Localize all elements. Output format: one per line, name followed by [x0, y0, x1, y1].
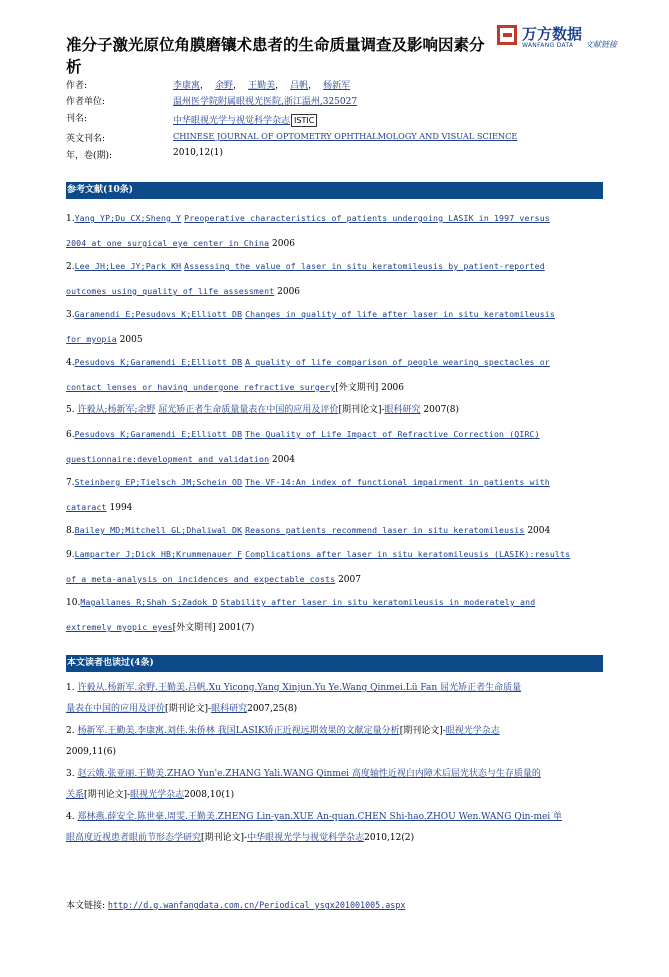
reader-year: 2008,10(1): [184, 790, 235, 800]
reader-item: [66, 807, 601, 849]
reference-item: [66, 206, 596, 256]
wanfang-logo[interactable]: [497, 23, 637, 53]
reference-year: [外文期刊] 2006: [335, 383, 404, 393]
reader-type: [期刊论文]-: [399, 726, 446, 736]
reference-number: 3.: [66, 310, 75, 320]
logo-name: 万方数据: [522, 25, 583, 43]
reference-year: 2006: [269, 239, 295, 249]
author-separator: ，: [308, 81, 318, 91]
reference-item: [66, 254, 596, 304]
reference-title-link[interactable]: Preoperative characteristics of patients undergoing LASIK in 1997 versus: [184, 213, 550, 223]
reference-authors-link[interactable]: Steinberg EP;Tielsch JM;Schein OD: [74, 477, 243, 487]
reference-authors-link[interactable]: Garamendi E;Pesudovs K;Elliott DB: [74, 309, 243, 319]
reader-year: 2010,12(2): [364, 833, 415, 843]
reader-authors-title-link[interactable]: 郑林燕.薛安全.陈世豪.周雯.王勤美.ZHENG Lin-yan.XUE An-quan.CHEN Shi-hao.ZHOU Wen.WANG Qin-mei 单: [77, 812, 563, 822]
affiliation-link[interactable]: 温州医学院附属眼视光医院,浙江温州,325027: [173, 97, 358, 107]
wanfang-logo-icon: [497, 25, 517, 45]
reference-number: 9.: [66, 550, 75, 560]
reference-year: 2007: [335, 575, 361, 585]
author-link[interactable]: 王勤美: [248, 81, 276, 91]
reference-number: 10.: [66, 598, 81, 608]
reader-authors-title-link[interactable]: 赵云娥.张亚丽.王勤美.ZHAO Yun'e.ZHANG Yali.WANG Qinmei 高度轴性近视白内障术后屈光状态与生存质量的: [77, 769, 541, 779]
reference-item: [66, 302, 596, 352]
reference-title-link[interactable]: extremely myopic eyes: [66, 622, 173, 632]
references-header: 参考文献(10条): [66, 182, 603, 199]
reference-authors-link[interactable]: Pesudovs K;Garamendi E;Elliott DB: [74, 429, 243, 439]
year-label: 年，卷(期):: [66, 151, 113, 161]
author-link[interactable]: 杨新军: [323, 81, 351, 91]
reference-item: [66, 350, 596, 400]
istic-badge: ISTIC: [291, 114, 317, 127]
reader-number: 4.: [66, 812, 78, 822]
reader-journal-link[interactable]: 眼视光学杂志: [445, 726, 500, 736]
article-title: 准分子激光原位角膜磨镶术患者的生命质量调查及影响因素分析: [66, 36, 485, 76]
reference-number: 2.: [66, 262, 75, 272]
author-link[interactable]: 余野: [215, 81, 234, 91]
ref8-title-link[interactable]: Reasons patients recommend laser in situ keratomileusis: [245, 525, 525, 535]
reference-authors-link[interactable]: Yang YP;Du CX;Sheng Y: [74, 213, 182, 223]
reference-item-5: 5. 许毅从;杨新军;余野 屈光矫正者生命质量量表在中国的应用及评价[期刊论文]-眼科研究 2007(8): [66, 405, 460, 415]
affiliation-label: 作者单位:: [66, 97, 106, 107]
reader-journal-link[interactable]: 眼视光学杂志: [130, 790, 185, 800]
reference-number: 4.: [66, 358, 75, 368]
reader-year: 2007,25(8): [247, 704, 298, 714]
reference-item: [66, 422, 596, 472]
reader-title-link[interactable]: 量表在中国的应用及评价: [66, 704, 166, 714]
logo-en: WANFANG DATA: [522, 42, 574, 49]
reference-title-link[interactable]: of a meta-analysis on incidences and expectable costs: [66, 574, 336, 584]
footer: [66, 898, 405, 911]
reader-type: [期刊论文]-: [84, 790, 131, 800]
reference-title-link[interactable]: outcomes using quality of life assessment: [66, 286, 275, 296]
reference-title-link[interactable]: cataract: [66, 502, 107, 512]
reader-number: 1.: [66, 683, 78, 693]
journal-en-link[interactable]: CHINESE JOURNAL OF OPTOMETRY OPHTHALMOLOGY AND VISUAL SCIENCE: [173, 131, 518, 141]
reader-journal-link[interactable]: 中华眼视光学与视觉科学杂志: [247, 833, 365, 843]
author-separator: ，: [275, 81, 285, 91]
author-separator: ，: [200, 81, 210, 91]
reader-year: 2009,11(6): [66, 747, 116, 757]
logo-tag: 文献链接: [585, 40, 617, 49]
reference-item-8: 8.Bailey MD;Mitchell GL;Dhaliwal DK Reasons patients recommend laser in situ keratomileusis 2004: [66, 525, 551, 536]
reader-journal-link[interactable]: 眼科研究: [211, 704, 248, 714]
reference-title-link[interactable]: The VF-14:An index of functional impairment in patients with: [245, 477, 550, 487]
reference-year: 1994: [106, 503, 133, 513]
author-link[interactable]: 吕帆: [290, 81, 309, 91]
reference-title-link[interactable]: Assessing the value of laser in situ keratomileusis by patient-reported: [184, 261, 545, 271]
reference-title-link[interactable]: The Quality of Life Impact of Refractive Correction (QIRC): [245, 429, 540, 439]
reference-title-link[interactable]: 2004 at one surgical eye center in China: [66, 238, 270, 248]
ref8-authors-link[interactable]: Bailey MD;Mitchell GL;Dhaliwal DK: [74, 525, 243, 535]
reference-title-link[interactable]: Changes in quality of life after laser in situ keratomileusis: [245, 309, 555, 319]
reference-title-link[interactable]: Stability after laser in situ keratomileusis in moderately and: [220, 597, 536, 607]
year-value: 2010,12(1): [173, 148, 223, 158]
ref5-title-link[interactable]: 屈光矫正者生命质量量表在中国的应用及评价: [158, 405, 339, 415]
reference-item: [66, 590, 596, 640]
journal-label: 刊名:: [66, 114, 88, 124]
reader-item: [66, 721, 601, 763]
author-link[interactable]: 李康寓: [173, 81, 201, 91]
journal-en-label: 英文刊名:: [66, 134, 106, 144]
reader-item: [66, 764, 601, 806]
reader-authors-title-link[interactable]: 杨新军.王勤美.李康寓.刘佳.朱侨林 我国LASIK矫正近视远期效果的文献定量分析: [77, 726, 400, 736]
footer-label: 本文链接:: [66, 901, 106, 911]
ref5-journal-link[interactable]: 眼科研究: [384, 405, 421, 415]
reference-year: [外文期刊] 2001(7): [172, 623, 255, 633]
reader-number: 3.: [66, 769, 78, 779]
reference-authors-link[interactable]: Pesudovs K;Garamendi E;Elliott DB: [74, 357, 243, 367]
reference-authors-link[interactable]: Lamparter J;Dick HB;Krummenauer F: [74, 549, 243, 559]
reference-title-link[interactable]: Complications after laser in situ keratomileusis (LASIK):results: [245, 549, 571, 559]
readers-header: 本文读者也读过(4条): [66, 655, 603, 672]
reference-title-link[interactable]: for myopia: [66, 334, 117, 344]
reader-item: [66, 678, 601, 720]
reference-number: 7.: [66, 478, 75, 488]
reference-year: 2006: [274, 287, 301, 297]
reference-year: 2005: [116, 335, 143, 345]
reference-item: [66, 470, 596, 520]
reference-year: 2004: [269, 455, 295, 465]
reference-authors-link[interactable]: Magallanes R;Shah S;Zadok D: [80, 597, 218, 607]
journal-link[interactable]: 中华眼视光学与视觉科学杂志: [173, 116, 291, 126]
reader-type: [期刊论文]-: [165, 704, 212, 714]
reference-title-link[interactable]: questionnaire:development and validation: [66, 454, 270, 464]
author-separator: ，: [233, 81, 243, 91]
author-list: [173, 78, 350, 91]
author-label: 作者:: [66, 81, 88, 91]
article-url-link[interactable]: http://d.g.wanfangdata.com.cn/Periodical_ysgx201001005.aspx: [107, 900, 406, 910]
reader-number: 2.: [66, 726, 78, 736]
reference-title-link[interactable]: A quality of life comparison of people wearing spectacles or: [245, 357, 550, 367]
reader-type: [期刊论文]-: [201, 833, 248, 843]
reference-number: 6.: [66, 430, 75, 440]
reference-title-link[interactable]: contact lenses or having undergone refractive surgery: [66, 382, 336, 392]
reader-title-link[interactable]: 关系: [66, 790, 85, 800]
reader-title-link[interactable]: 眼高度近视患者眼前节形态学研究: [66, 833, 202, 843]
reader-authors-title-link[interactable]: 许毅从.杨新军.余野.王勤美.吕帆.Xu Yicong.Yang Xinjun.Yu Ye.Wang Qinmei.Lü Fan 屈光矫正者生命质量: [77, 683, 522, 693]
reference-item: [66, 542, 596, 592]
reference-authors-link[interactable]: Lee JH;Lee JY;Park KH: [74, 261, 182, 271]
ref5-authors-link[interactable]: 许毅从;杨新军;余野: [77, 405, 156, 415]
reference-number: 1.: [66, 214, 75, 224]
